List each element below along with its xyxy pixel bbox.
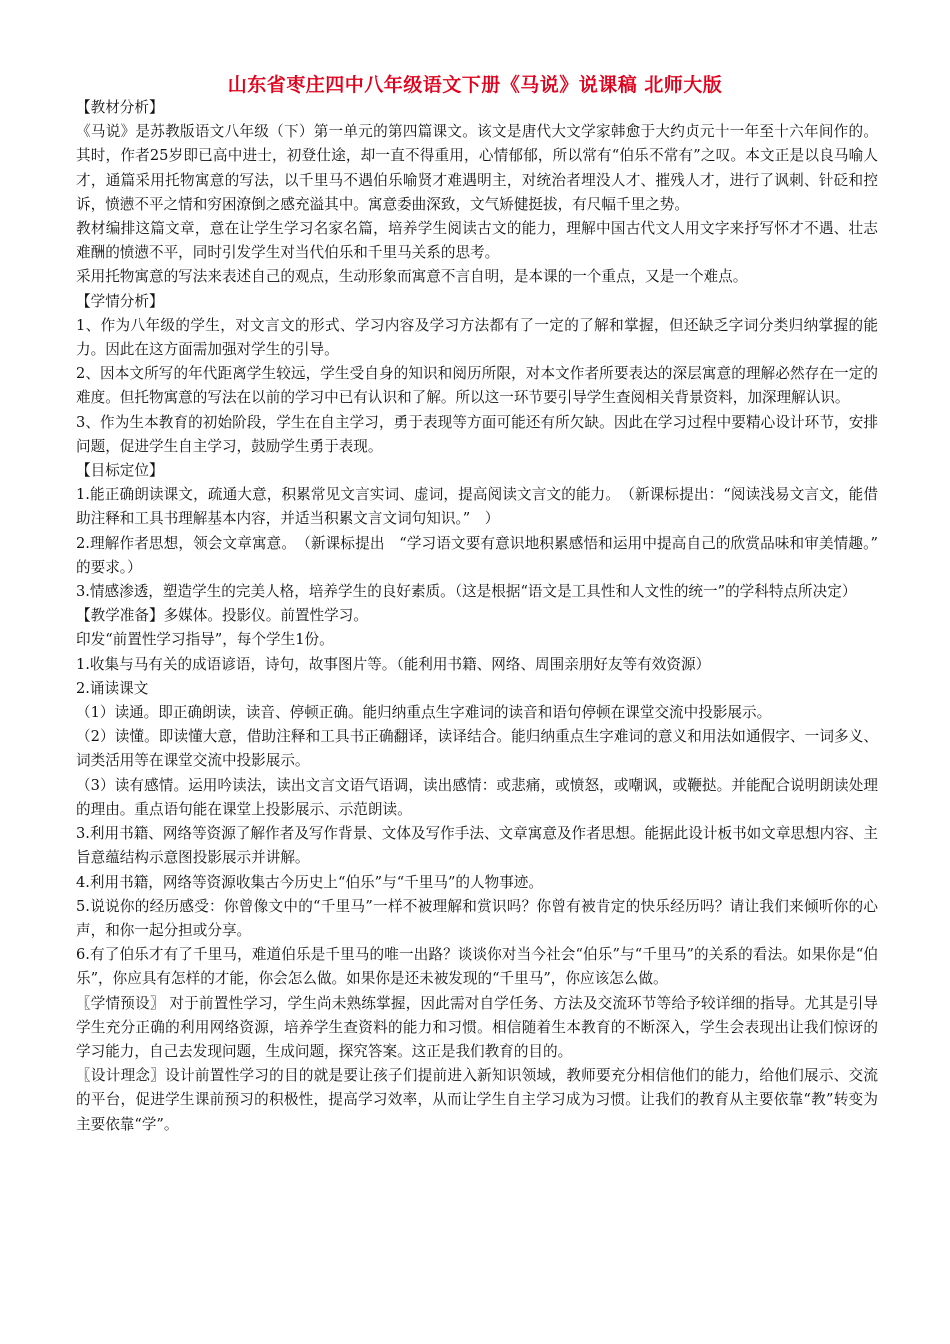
section-heading-goals: 【目标定位】 [76,462,164,480]
paragraph: 教材编排这篇文章，意在让学生学习名家名篇，培养学生阅读古文的能力，理解中国古代文人用文字来抒写怀才不遇、壮志难酬的愤懑不平，同时引发学生对当代伯乐和千里马关系的思考。 [76,220,878,262]
paragraph: 2.诵读课文 [76,679,149,697]
paragraph: 2、因本文所写的年代距离学生较远，学生受自身的知识和阅历所限，对本文作者所要表达的深层寓意的理解必然存在一定的难度。但托物寓意的写法在以前的学习中已有认识和了解。所以这一环节要引导学生查阅相关背景资料，加深理解认识。 [76,365,878,407]
paragraph: 5.说说你的经历感受：你曾像文中的“千里马”一样不被理解和赏识吗？你曾有被肯定的快乐经历吗？请让我们来倾听你的心声，和你一起分担或分享。 [76,897,878,939]
paragraph: （2）读懂。即读懂大意，借助注释和工具书正确翻译，读译结合。能归纳重点生字难词的意义和用法如通假字、一词多义、词类活用等在课堂交流中投影展示。 [76,728,878,770]
paragraph: 4.利用书籍，网络等资源收集古今历史上“伯乐”与“千里马”的人物事迹。 [76,873,543,891]
paragraph-student-preset: 〖学情预设〗 对于前置性学习，学生尚未熟练掌握，因此需对自学任务、方法及交流环节等给予较详细的指导。尤其是引导学生充分正确的利用网络资源，培养学生查资料的能力和习惯。相信随着生本教育的不断深入，学生会表现出让我们惊讶的学习能力，自己去发现问题，生成问题，探究答案。这正是我们教育的目的。 [76,994,878,1060]
paragraph: 3.利用书籍、网络等资源了解作者及写作背景、文体及写作手法、文章寓意及作者思想。能据此设计板书如文章思想内容、主旨意蕴结构示意图投影展示并讲解。 [76,825,878,867]
paragraph-design-concept: 〖设计理念〗设计前置性学习的目的就是要让孩子们提前进入新知识领域，教师要充分相信他们的能力，给他们展示、交流的平台，促进学生课前预习的积极性，提高学习效率，从而让学生自主学习成为习惯。让我们的教育从主要依靠“教”转变为主要依靠“学”。 [76,1067,878,1133]
document-title: 山东省枣庄四中八年级语文下册《马说》说课稿 北师大版 [227,74,723,96]
paragraph: 1.收集与马有关的成语谚语，诗句，故事图片等。（能利用书籍、网络、周围亲朋好友等有效资源） [76,655,711,673]
paragraph: （1）读通。即正确朗读，读音、停顿正确。能归纳重点生字难词的读音和语句停顿在课堂交流中投影展示。 [76,704,772,722]
section-heading-preparation: 【教学准备】多媒体。投影仪。前置性学习。 [76,607,368,625]
paragraph: 3、作为生本教育的初始阶段，学生在自主学习，勇于表现等方面可能还有所欠缺。因此在学习过程中要精心设计环节，安排问题，促进学生自主学习，鼓励学生勇于表现。 [76,413,878,455]
section-heading-student-analysis: 【学情分析】 [76,292,164,310]
paragraph: 采用托物寓意的写法来表述自己的观点，生动形象而寓意不言自明，是本课的一个重点，又是一个难点。 [76,268,748,286]
section-heading-textbook-analysis: 【教材分析】 [76,99,164,116]
paragraph: 1、作为八年级的学生，对文言文的形式、学习内容及学习方法都有了一定的了解和掌握，但还缺乏字词分类归纳掌握的能力。因此在这方面需加强对学生的引导。 [76,316,878,359]
paragraph: 2.理解作者思想，领会文章寓意。 （新课标提出 “学习语文要有意识地积累感悟和运用中提高自己的欣赏品味和审美情趣。” 的要求。） [76,534,893,576]
paragraph: 1.能正确朗读课文，疏通大意，积累常见文言实词、虚词，提高阅读文言文的能力。 （新课标提出：“阅读浅易文言文，能借助注释和工具书理解基本内容，并适当积累文言文词句知识。” ） [76,486,878,528]
paragraph: 3.情感渗透，塑造学生的完美人格，培养学生的良好素质。（这是根据“语文是工具性和人文性的统一”的学科特点所决定） [76,583,857,601]
paragraph: 印发“前置性学习指导”，每个学生1份。 [76,631,334,649]
document-body [76,96,893,1137]
paragraph: 6.有了伯乐才有了千里马，难道伯乐是千里马的唯一出路？谈谈你对当今社会“伯乐”与“千里马”的关系的看法。如果你是“伯乐”，你应具有怎样的才能，你会怎么做。如果你是还未被发现的“千里马”，你应该怎么做。 [76,946,878,988]
paragraph: （3）读有感情。运用吟读法，读出文言文语气语调，读出感情：或悲痛，或愤怒，或嘲讽，或鞭挞。并能配合说明朗读处理的理由。重点语句能在课堂上投影展示、示范朗读。 [76,776,878,818]
paragraph: 《马说》是苏教版语文八年级（下）第一单元的第四篇课文。该文是唐代大文学家韩愈于大约贞元十一年至十六年间作的。其时，作者25岁即已高中进士，初登仕途，却一直不得重用，心情郁郁，所以常有“伯乐不常有”之叹。本文正是以良马喻人才，通篇采用托物寓意的写法，以千里马不遇伯乐喻贤才难遇明主，对统治者埋没人才、摧残人才，进行了讽刺、针砭和控诉，愤懑不平之情和穷困潦倒之感充溢其中。寓意委曲深致，文气矫健挺拔，有尺幅千里之势。 [76,123,878,213]
